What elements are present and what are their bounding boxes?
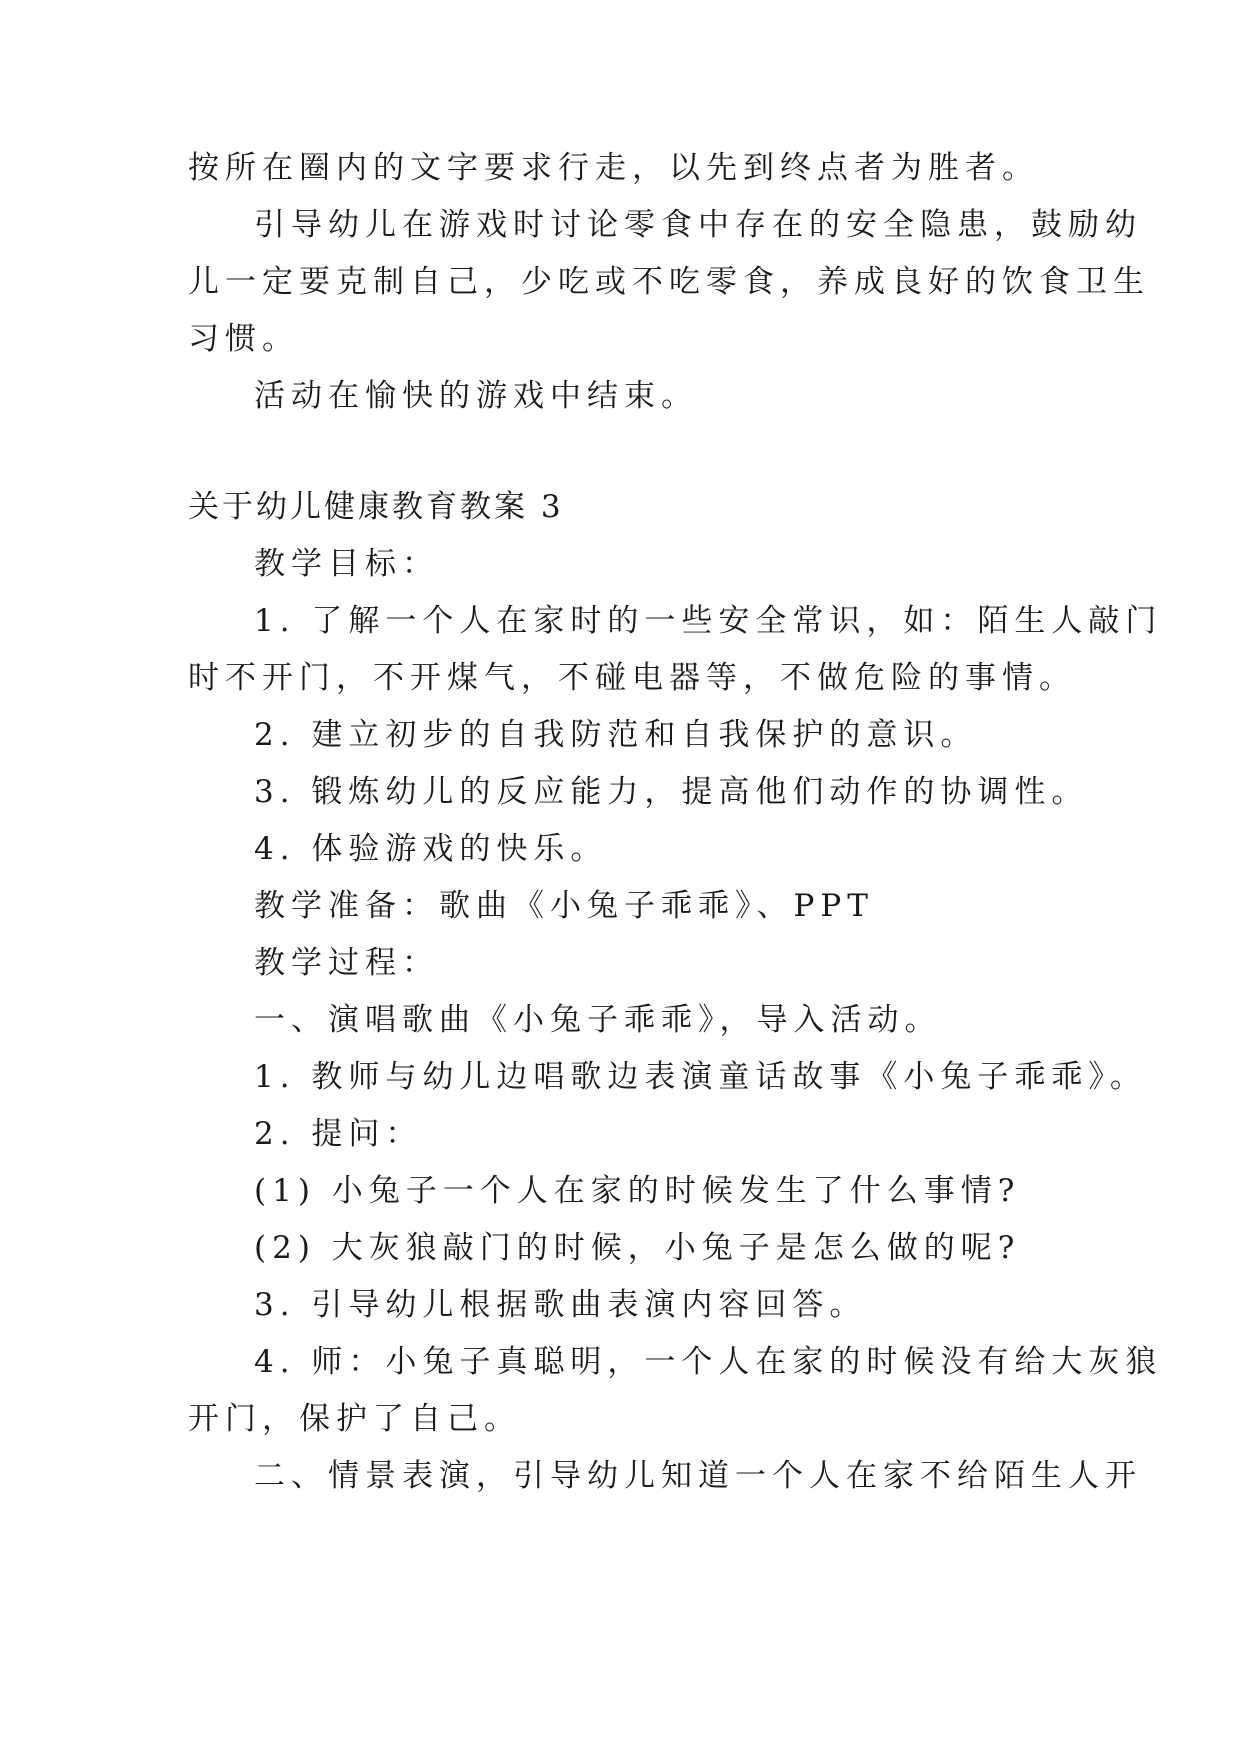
process-substep: 3. 引导幼儿根据歌曲表演内容回答。 xyxy=(254,1287,867,1323)
paragraph-line: 引导幼儿在游戏时讨论零食中存在的安全隐患，鼓励幼 xyxy=(254,207,1142,243)
section-title: 关于幼儿健康教育教案 3 xyxy=(188,489,564,525)
process-substep-continued: 开门，保护了自己。 xyxy=(188,1401,521,1437)
process-substep: 2. 提问： xyxy=(254,1116,423,1152)
goal-item: 4. 体验游戏的快乐。 xyxy=(254,831,608,867)
process-step: 一、演唱歌曲《小兔子乖乖》，导入活动。 xyxy=(254,1002,942,1038)
paragraph-line: 儿一定要克制自己，少吃或不吃零食，养成良好的饮食卫生 xyxy=(188,264,1150,300)
question-item: (1) 小兔子一个人在家的时候发生了什么事情? xyxy=(254,1173,1021,1209)
process-substep: 4. 师：小兔子真聪明，一个人在家的时候没有给大灰狼 xyxy=(254,1344,1163,1380)
goal-item: 3. 锻炼幼儿的反应能力，提高他们动作的协调性。 xyxy=(254,774,1089,810)
preparation-line: 教学准备：歌曲《小兔子乖乖》、PPT xyxy=(254,888,874,924)
paragraph-line: 活动在愉快的游戏中结束。 xyxy=(254,378,698,414)
process-substep: 1. 教师与幼儿边唱歌边表演童话故事《小兔子乖乖》。 xyxy=(254,1059,1147,1095)
process-step: 二、情景表演，引导幼儿知道一个人在家不给陌生人开 xyxy=(254,1458,1142,1494)
goals-label: 教学目标： xyxy=(254,546,439,582)
paragraph-line: 按所在圈内的文字要求行走，以先到终点者为胜者。 xyxy=(188,150,1039,186)
question-item: (2) 大灰狼敲门的时候，小兔子是怎么做的呢? xyxy=(254,1230,1021,1266)
paragraph-line: 习惯。 xyxy=(188,321,299,357)
goal-item: 1. 了解一个人在家时的一些安全常识，如：陌生人敲门 xyxy=(254,603,1163,639)
goal-item-continued: 时不开门，不开煤气，不碰电器等，不做危险的事情。 xyxy=(188,660,1076,696)
goal-item: 2. 建立初步的自我防范和自我保护的意识。 xyxy=(254,717,978,753)
process-label: 教学过程： xyxy=(254,945,439,981)
